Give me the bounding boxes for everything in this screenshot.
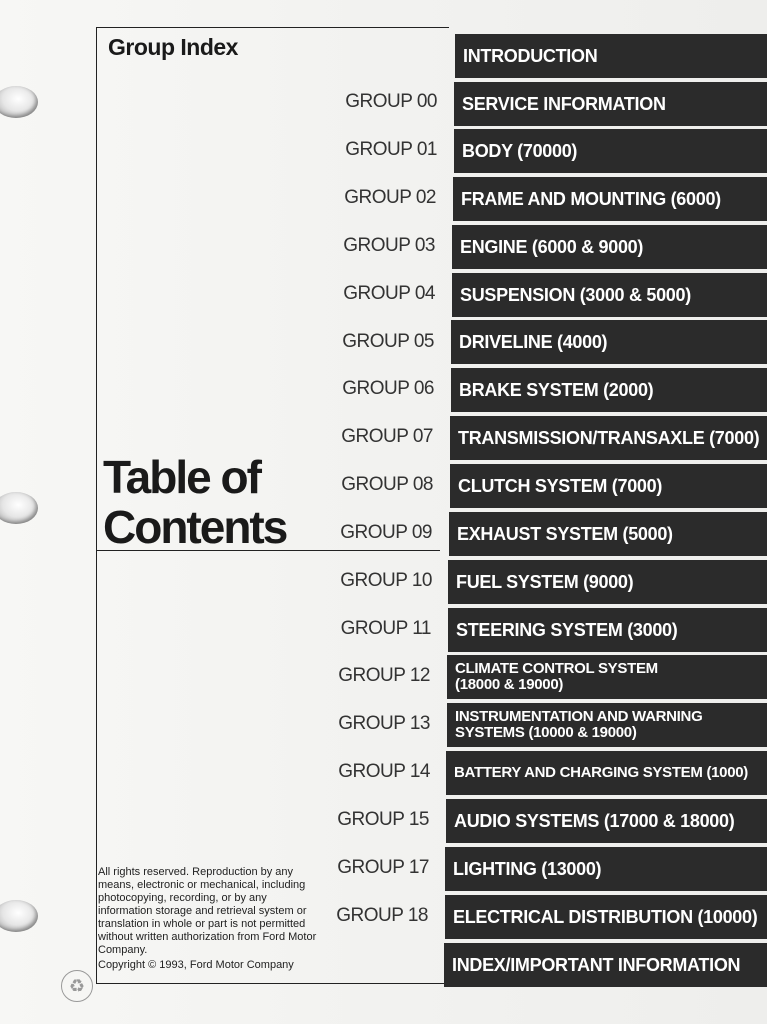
section-title: INTRODUCTION [463,45,598,66]
section-tab[interactable] [449,512,767,556]
section-title: AUDIO SYSTEMS (17000 & 18000) [454,810,735,831]
section-title: INSTRUMENTATION AND WARNING SYSTEMS (10000 & 19000) [455,708,703,741]
copyright-notice: All rights reserved. Reproduction by any means, electronic or mechanical, including photocopying, recording, or by any information storage and retrieval system or translation in whole or part is not permitted without written authorization from Ford Motor Company. [98,866,317,956]
section-title: TRANSMISSION/TRANSAXLE (7000) [458,427,760,448]
section-tab[interactable] [453,177,767,221]
group-label: GROUP 12 [338,665,430,686]
section-tab[interactable] [445,895,767,939]
section-title: CLUTCH SYSTEM (7000) [458,475,663,496]
section-tab[interactable] [454,129,767,173]
section-title: FUEL SYSTEM (9000) [456,571,634,592]
copyright-line: Copyright © 1993, Ford Motor Company [98,959,294,971]
section-tab-introduction[interactable] [455,34,767,78]
section-tab[interactable] [450,464,767,508]
recycle-icon: ♻ [61,970,93,1002]
section-tab[interactable] [448,608,767,652]
section-title: LIGHTING (13000) [453,858,602,879]
section-title: CLIMATE CONTROL SYSTEM (18000 & 19000) [455,660,658,693]
group-label: GROUP 01 [345,139,437,160]
section-title: BODY (70000) [462,140,578,161]
section-tab[interactable] [451,320,767,364]
group-label: GROUP 15 [337,809,429,830]
toc-title-line1: Table of [103,451,260,503]
section-title: SUSPENSION (3000 & 5000) [460,284,691,305]
group-label: GROUP 17 [337,857,429,878]
section-title: EXHAUST SYSTEM (5000) [457,523,673,544]
section-title: BATTERY AND CHARGING SYSTEM (1000) [454,764,749,781]
copyright-block [98,866,320,972]
group-label: GROUP 03 [343,235,435,256]
section-tab[interactable] [452,273,767,317]
group-label: GROUP 02 [344,187,436,208]
section-tab[interactable] [451,368,767,412]
section-tab[interactable] [445,847,767,891]
section-tab[interactable] [454,82,767,126]
section-tab[interactable] [446,799,767,843]
section-title: STEERING SYSTEM (3000) [456,619,678,640]
group-label: GROUP 06 [342,378,434,399]
section-title: SERVICE INFORMATION [462,93,666,114]
section-title: INDEX/IMPORTANT INFORMATION [452,954,741,975]
section-tab[interactable] [450,416,767,460]
group-label: GROUP 04 [343,283,435,304]
group-label: GROUP 00 [345,91,437,112]
section-tab[interactable] [448,560,767,604]
section-tab-index[interactable] [444,943,767,987]
section-title: DRIVELINE (4000) [459,331,608,352]
group-label: GROUP 07 [341,426,433,447]
section-title: FRAME AND MOUNTING (6000) [461,188,721,209]
group-label: GROUP 11 [340,618,431,639]
group-label: GROUP 05 [342,331,434,352]
section-tab[interactable] [447,655,767,699]
group-label: GROUP 13 [338,713,430,734]
section-title: BRAKE SYSTEM (2000) [459,379,654,400]
section-tab[interactable] [447,703,767,747]
section-title: ELECTRICAL DISTRIBUTION (10000) [453,906,758,927]
section-tab[interactable] [452,225,767,269]
group-label: GROUP 14 [338,761,430,782]
section-tab[interactable] [446,751,767,795]
table-of-contents-title [103,452,286,552]
group-label: GROUP 10 [340,570,432,591]
group-index-heading: Group Index [108,34,238,60]
group-label: GROUP 08 [341,474,433,495]
toc-title-line2: Contents [103,501,287,553]
section-title: ENGINE (6000 & 9000) [460,236,644,257]
group-label: GROUP 18 [336,905,428,926]
group-label: GROUP 09 [340,522,432,543]
